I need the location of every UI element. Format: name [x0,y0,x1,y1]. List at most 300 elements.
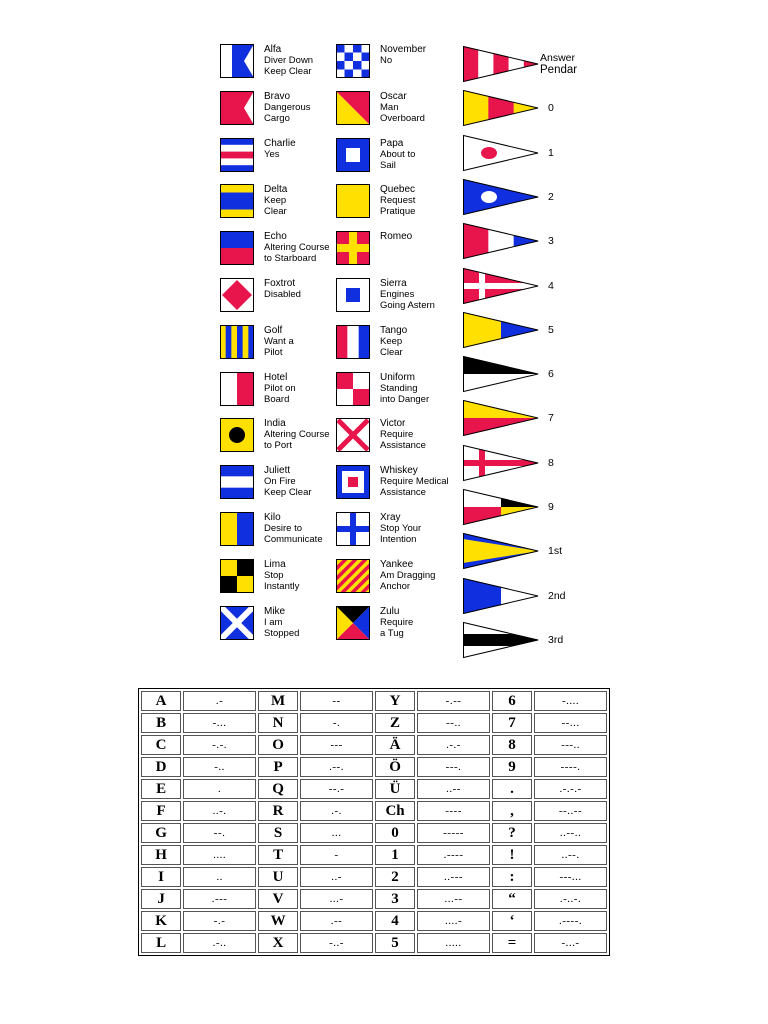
morse-character: 4 [375,911,415,931]
morse-character: C [141,735,181,755]
pennant-label [548,102,554,114]
pennant-label [548,590,566,602]
morse-character: J [141,889,181,909]
morse-code: .-.- [417,735,490,755]
flag-entry-lima [220,559,299,593]
morse-code: -- [300,691,373,711]
flag-entry-zulu [336,606,413,640]
morse-code: .-.. [183,933,256,953]
flag-description [380,138,415,172]
flag-meaning-line: Instantly [264,580,300,592]
papa-flag-icon [336,138,370,172]
morse-character: H [141,845,181,865]
flag-name: Zulu [380,605,400,617]
morse-code: --.. [417,713,490,733]
two-pennant-icon [463,179,539,215]
morse-code: ..- [300,867,373,887]
flag-description [264,606,299,640]
morse-code: - [300,845,373,865]
morse-character: P [258,757,298,777]
echo-flag-icon [220,231,254,265]
table-row [141,933,607,953]
morse-character: N [258,713,298,733]
morse-character: I [141,867,181,887]
flag-meaning-line: Want a [264,335,294,347]
morse-code: .-.-.- [534,779,607,799]
flag-entry-india [220,418,329,452]
table-row [141,889,607,909]
morse-code: .. [183,867,256,887]
flag-meaning-line: Keep [264,195,287,207]
flag-meaning-line: Keep Clear [264,66,312,77]
flag-entry-foxtrot [220,278,301,312]
flag-entry-whiskey [336,465,449,499]
flag-meaning-line: Man [380,101,399,113]
flag-description [380,418,426,452]
pennant-label-text: 5 [548,323,554,336]
morse-code: -.- [183,911,256,931]
morse-code: ..-- [417,779,490,799]
flag-name: Kilo [264,512,281,523]
morse-character: 8 [492,735,532,755]
pennant-label-text: 7 [548,412,554,425]
golf-flag-icon [220,325,254,359]
flag-description [264,418,329,452]
pennant-label-text: 1 [548,146,554,159]
flag-name: Foxtrot [264,278,296,289]
morse-code: -...- [534,933,607,953]
table-row [141,779,607,799]
morse-character: ? [492,823,532,843]
flag-description [264,44,313,78]
morse-code: -.... [534,691,607,711]
flag-meaning-line: Pilot [264,346,283,358]
morse-code: ...- [300,889,373,909]
flag-meaning-line: Assistance [380,440,426,452]
flag-meaning-line: Clear [264,206,287,218]
morse-code: .... [183,845,256,865]
morse-code: .-. [300,801,373,821]
flag-entry-uniform [336,372,429,406]
table-row [141,735,607,755]
flag-entry-xray [336,512,421,546]
morse-code: ----. [534,757,607,777]
pennant-label-text: 2nd [548,589,566,602]
morse-character: Ä [375,735,415,755]
one-pennant-icon [463,135,539,171]
morse-code: -..- [300,933,373,953]
flag-name: November [380,44,427,55]
flag-meaning-line: Stop Your [380,523,422,534]
morse-character: R [258,801,298,821]
flag-name: Tango [380,324,408,336]
pennant-label-text: Answer [540,52,576,64]
india-flag-icon [220,418,254,452]
morse-character: Y [375,691,415,711]
morse-character: M [258,691,298,711]
morse-code: ....- [417,911,490,931]
romeo-flag-icon [336,231,370,265]
flag-name: Charlie [264,137,296,149]
table-row [141,845,607,865]
flag-entry-bravo [220,91,310,125]
flag-name: Hotel [264,371,288,383]
flag-meaning-line: to Starboard [264,253,317,265]
morse-code-table [138,688,610,956]
five-pennant-icon [463,312,539,348]
morse-character: Ü [375,779,415,799]
flag-description [380,278,435,312]
flag-name: Bravo [264,90,291,102]
flag-name: Romeo [380,231,413,243]
morse-character: T [258,845,298,865]
pennant-label [548,147,554,159]
pennant-label [548,545,562,557]
pennant-label [548,634,563,646]
morse-code: . [183,779,256,799]
flag-meaning-line: Overboard [380,112,425,124]
flag-description [264,465,312,499]
morse-code: --. [183,823,256,843]
morse-code: ---.. [534,735,607,755]
flag-meaning-line: Pratique [380,206,416,218]
pennant-label-text: 1st [548,545,563,558]
morse-character: V [258,889,298,909]
flag-name: Victor [380,418,406,430]
morse-code: .--. [300,757,373,777]
pennant-label [540,52,577,76]
flag-entry-quebec [336,184,415,218]
flag-name: Mike [264,605,286,617]
flag-description [380,325,407,359]
table-row [141,713,607,733]
morse-code: ---- [417,801,490,821]
flag-entry-victor [336,418,426,452]
whiskey-flag-icon [336,465,370,499]
morse-code: ...-- [417,889,490,909]
flag-name: Quebec [380,184,416,196]
alfa-flag-icon [220,44,254,78]
tango-flag-icon [336,325,370,359]
flag-meaning-line: Anchor [380,580,411,592]
november-flag-icon [336,44,370,78]
pennant-label [548,412,554,424]
morse-character: 3 [375,889,415,909]
pennant-label [548,368,554,380]
kilo-flag-icon [220,512,254,546]
morse-code: ..... [417,933,490,953]
morse-code: .-- [300,911,373,931]
flag-meaning-line: On Fire [264,476,296,488]
flag-meaning-line: Intention [380,534,417,545]
morse-character: 0 [375,823,415,843]
morse-character: 9 [492,757,532,777]
morse-character: = [492,933,532,953]
morse-code: .-..-. [534,889,607,909]
morse-character: . [492,779,532,799]
flag-name: Golf [264,324,283,336]
seven-pennant-icon [463,400,539,436]
morse-code: .- [183,691,256,711]
flag-meaning-line: Dangerous [264,101,311,113]
morse-character: ! [492,845,532,865]
four-pennant-icon [463,268,539,304]
pennant-label-text: 8 [548,456,554,469]
morse-code: ----- [417,823,490,843]
flag-name: Papa [380,137,404,149]
flag-description [380,512,421,546]
morse-character: S [258,823,298,843]
pennant-label-text: 6 [548,368,554,381]
flag-entry-november [336,44,426,78]
flag-meaning-line: Pilot on [264,382,296,394]
flag-entry-tango [336,325,407,359]
mike-flag-icon [220,606,254,640]
morse-character: O [258,735,298,755]
flag-meaning-line: Require [380,616,414,628]
morse-character: Ch [375,801,415,821]
morse-code: --... [534,713,607,733]
foxtrot-flag-icon [220,278,254,312]
flag-description [264,559,299,593]
second-substitute-pennant-icon [463,578,539,614]
flag-meaning-line: Disabled [264,289,301,300]
quebec-flag-icon [336,184,370,218]
six-pennant-icon [463,356,539,392]
flag-meaning-line: Assistance [380,487,426,499]
morse-character: 7 [492,713,532,733]
flag-meaning-line: Communicate [264,534,323,545]
flag-meaning-line: Stopped [264,627,300,639]
flag-meaning-line: About to [380,148,416,160]
morse-code: -. [300,713,373,733]
pennant-label [548,324,554,336]
morse-code: -.-- [417,691,490,711]
pennant-label [548,501,554,513]
flag-description [380,465,449,499]
flag-description [264,278,301,312]
table-row [141,867,607,887]
morse-character: Z [375,713,415,733]
flag-description [264,91,310,125]
zulu-flag-icon [336,606,370,640]
oscar-flag-icon [336,91,370,125]
juliett-flag-icon [220,465,254,499]
third-substitute-pennant-icon [463,622,539,658]
flag-entry-mike [220,606,299,640]
table-row [141,823,607,843]
flag-meaning-line: Sail [380,159,396,171]
flag-description [264,512,323,546]
flag-meaning-line: Request [380,195,416,207]
morse-character: A [141,691,181,711]
flag-entry-oscar [336,91,425,125]
flag-name: Sierra [380,278,407,289]
morse-code: -.. [183,757,256,777]
morse-character: U [258,867,298,887]
morse-code: .--- [183,889,256,909]
morse-character: “ [492,889,532,909]
flag-name: Echo [264,231,287,243]
pennant-label-text: 3rd [548,633,564,646]
morse-code: .----. [534,911,607,931]
flag-description [264,184,287,218]
flag-meaning-line: to Port [264,440,292,452]
flag-meaning-line: Altering Course [264,242,330,254]
morse-character: B [141,713,181,733]
morse-code: ..--.. [534,823,607,843]
flag-meaning-line: Stop [264,569,284,581]
flag-entry-yankee [336,559,435,593]
flag-meaning-line: Require [380,429,414,441]
morse-character: G [141,823,181,843]
flag-entry-hotel [220,372,296,406]
morse-character: Q [258,779,298,799]
pennant-label [548,235,554,247]
flag-description [264,138,296,172]
flag-meaning-line: Going Astern [380,300,435,311]
flag-meaning-line: Am Dragging [380,569,436,581]
morse-character: 6 [492,691,532,711]
morse-code: ---... [534,867,607,887]
flag-entry-papa [336,138,415,172]
pennant-label [548,280,554,292]
flag-meaning-line: Altering Course [264,429,330,441]
flag-entry-golf [220,325,294,359]
morse-code: --..-- [534,801,607,821]
morse-code: -.-. [183,735,256,755]
delta-flag-icon [220,184,254,218]
flag-name: Whiskey [380,465,418,477]
flag-entry-juliett [220,465,312,499]
hotel-flag-icon [220,372,254,406]
table-row [141,801,607,821]
sierra-flag-icon [336,278,370,312]
flag-meaning-line: Keep Clear [264,487,312,499]
flag-entry-delta [220,184,287,218]
victor-flag-icon [336,418,370,452]
morse-character: X [258,933,298,953]
table-row [141,757,607,777]
xray-flag-icon [336,512,370,546]
flag-meaning-line: I am [264,616,283,628]
flag-meaning-line: into Danger [380,393,430,405]
flag-meaning-line: a Tug [380,627,404,639]
flag-name: India [264,418,286,430]
three-pennant-icon [463,223,539,259]
pennant-label [548,191,554,203]
flag-description [380,372,429,406]
flag-entry-sierra [336,278,435,312]
flag-name: Uniform [380,371,416,383]
morse-code: ..--- [417,867,490,887]
pennant-label-text: 0 [548,102,554,115]
flag-description [264,372,296,406]
zero-pennant-icon [463,90,539,126]
morse-code: ---. [417,757,490,777]
flag-name: Juliett [264,465,291,477]
morse-character: E [141,779,181,799]
morse-character: Ö [375,757,415,777]
flag-description [380,184,415,218]
morse-character: F [141,801,181,821]
flag-name: Alfa [264,44,282,55]
flag-meaning-line: Keep [380,335,403,347]
flag-entry-alfa [220,44,313,78]
morse-code: .---- [417,845,490,865]
answer-pennant-icon [463,46,539,82]
flag-meaning-line: Clear [380,346,403,358]
flag-entry-echo [220,231,329,265]
first-substitute-pennant-icon [463,533,539,569]
flag-meaning-line: Desire to [264,523,303,534]
flag-description [380,606,413,640]
pennant-label [548,457,554,469]
morse-code: ..--. [534,845,607,865]
flag-description [380,231,412,265]
flag-name: Delta [264,184,288,196]
yankee-flag-icon [336,559,370,593]
pennant-label-text: 4 [548,279,554,292]
table-row [141,691,607,711]
morse-code: -... [183,713,256,733]
morse-code: --.- [300,779,373,799]
pennant-label-text: 2 [548,190,554,203]
flag-description [380,91,425,125]
flag-meaning-line: No [380,55,393,66]
morse-character: 5 [375,933,415,953]
flag-meaning-line: Require Medical [380,476,449,488]
flag-name: Oscar [380,90,407,102]
morse-character: L [141,933,181,953]
charlie-flag-icon [220,138,254,172]
uniform-flag-icon [336,372,370,406]
flag-meaning-line: Board [264,393,290,405]
flag-entry-kilo [220,512,323,546]
eight-pennant-icon [463,445,539,481]
morse-code: --- [300,735,373,755]
pennant-label-text: 9 [548,501,554,513]
morse-character: , [492,801,532,821]
flag-name: Xray [380,512,401,523]
morse-character: 1 [375,845,415,865]
flag-name: Yankee [380,558,414,570]
flag-meaning-line: Yes [264,148,280,160]
table-row [141,911,607,931]
pennant-label-text-2: Pendar [540,64,578,76]
flag-description [380,44,426,78]
flag-description [380,559,435,593]
flag-entry-romeo [336,231,412,265]
morse-character: ‘ [492,911,532,931]
flag-meaning-line: Cargo [264,112,290,124]
flag-description [264,231,329,265]
morse-code: ..-. [183,801,256,821]
flag-meaning-line: Diver Down [264,55,314,66]
morse-character: W [258,911,298,931]
bravo-flag-icon [220,91,254,125]
morse-code: ... [300,823,373,843]
flag-entry-charlie [220,138,296,172]
morse-character: K [141,911,181,931]
morse-character: 2 [375,867,415,887]
nine-pennant-icon [463,489,539,525]
flag-meaning-line: Standing [380,382,418,394]
flag-meaning-line: Engines [380,289,415,300]
pennant-label-text: 3 [548,235,554,248]
morse-character: D [141,757,181,777]
flag-description [264,325,294,359]
